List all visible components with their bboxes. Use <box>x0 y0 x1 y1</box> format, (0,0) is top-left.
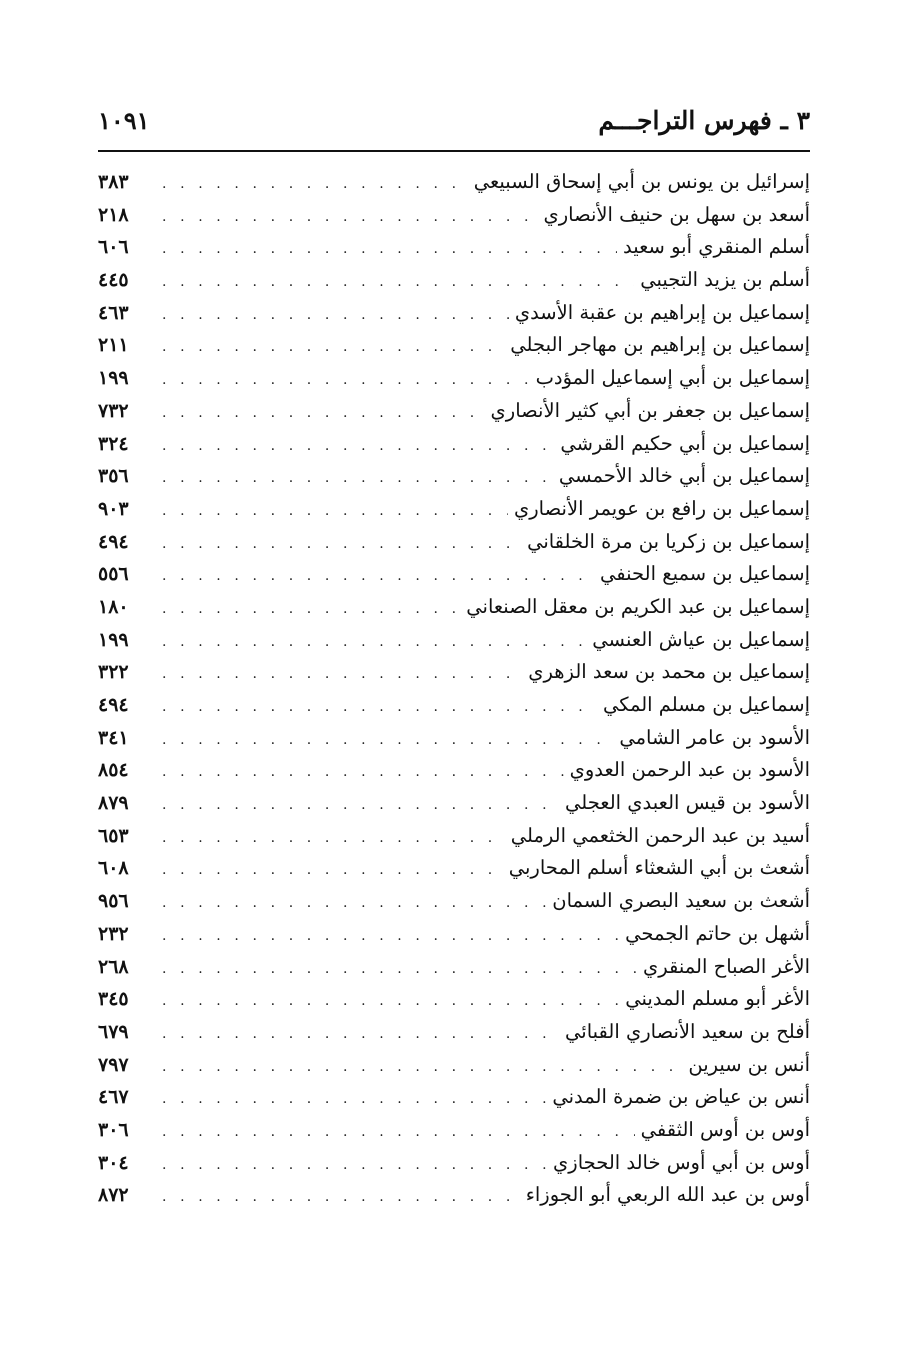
entry-name: الأسود بن عبد الرحمن العدوي <box>569 758 810 782</box>
entry-name: أسلم بن يزيد التجيبي <box>640 268 810 292</box>
dot-leader <box>142 626 586 659</box>
index-entry <box>98 526 810 559</box>
index-entry <box>98 1081 810 1114</box>
entry-name: إسماعيل بن محمد بن سعد الزهري <box>528 660 810 684</box>
entry-page-number: ٣٢٤ <box>98 432 129 455</box>
entry-name: أشعث بن أبي الشعثاء أسلم المحاربي <box>508 856 810 880</box>
entry-page-number: ٩٠٣ <box>98 497 129 520</box>
entry-page-number: ٣٤٥ <box>98 988 129 1011</box>
dot-leader <box>142 364 530 397</box>
dot-leader <box>142 854 503 887</box>
dot-leader <box>142 201 537 234</box>
entry-name: الأسود بن قيس العبدي العجلي <box>565 791 810 815</box>
dot-leader <box>142 1051 682 1084</box>
entry-page-number: ٣٢٢ <box>98 661 129 684</box>
entry-page-number: ٦٧٩ <box>98 1020 129 1043</box>
index-entry <box>98 199 810 232</box>
entry-name: الأسود بن عامر الشامي <box>619 725 810 749</box>
index-entry <box>98 983 810 1016</box>
index-entry <box>98 460 810 493</box>
entry-name: أسلم المنقري أبو سعيد <box>623 235 810 259</box>
entry-name: أنس بن سيرين <box>688 1052 810 1076</box>
index-entry <box>98 297 810 330</box>
dot-leader <box>142 691 597 724</box>
index-entry-list <box>98 166 810 1212</box>
index-entry <box>98 591 810 624</box>
index-entry <box>98 1016 810 1049</box>
entry-page-number: ٧٣٢ <box>98 399 129 422</box>
entry-name: أوس بن عبد الله الربعي أبو الجوزاء <box>525 1183 810 1207</box>
entry-name: أوس بن أوس الثقفي <box>640 1117 810 1141</box>
entry-page-number: ٧٩٧ <box>98 1053 129 1076</box>
dot-leader <box>142 658 522 691</box>
index-entry <box>98 754 810 787</box>
entry-name: أفلح بن سعيد الأنصاري القبائي <box>565 1019 810 1043</box>
index-entry <box>98 918 810 951</box>
index-entry <box>98 722 810 755</box>
dot-leader <box>142 299 509 332</box>
entry-page-number: ١٩٩ <box>98 367 129 390</box>
entry-page-number: ٥٥٦ <box>98 563 129 586</box>
entry-page-number: ٤٩٤ <box>98 694 129 716</box>
entry-page-number: ٣٥٦ <box>98 465 129 488</box>
entry-name: إسماعيل بن زكريا بن مرة الخلقاني <box>527 529 810 553</box>
entry-name: إسماعيل بن عياش العنسي <box>592 627 810 651</box>
index-entry <box>98 1179 810 1212</box>
entry-name: إسماعيل بن إبراهيم بن عقبة الأسدي <box>514 300 810 324</box>
dot-leader <box>142 233 617 266</box>
entry-page-number: ٢٣٢ <box>98 922 129 945</box>
index-entry <box>98 624 810 657</box>
dot-leader <box>142 887 546 920</box>
entry-name: إسماعيل بن أبي إسماعيل المؤدب <box>535 366 810 390</box>
index-entry <box>98 787 810 820</box>
index-entry <box>98 1114 810 1147</box>
entry-name: أسيد بن عبد الرحمن الخثعمي الرملي <box>510 823 810 847</box>
entry-page-number: ٢١١ <box>98 334 129 357</box>
index-entry <box>98 428 810 461</box>
entry-page-number: ٤٦٣ <box>98 301 129 324</box>
entry-page-number: ٤٩٤ <box>98 530 129 553</box>
entry-name: إسماعيل بن سميع الحنفي <box>600 562 810 586</box>
dot-leader <box>142 462 553 495</box>
dot-leader <box>142 953 637 986</box>
dot-leader <box>142 593 460 626</box>
entry-name: الأغر الصباح المنقري <box>643 954 810 978</box>
dot-leader <box>142 397 485 430</box>
entry-page-number: ٢١٨ <box>98 203 129 226</box>
index-entry <box>98 362 810 395</box>
dot-leader <box>142 168 468 201</box>
entry-name: أشهل بن حاتم الجمحي <box>625 921 810 945</box>
index-entry <box>98 820 810 853</box>
entry-page-number: ٨٧٢ <box>98 1184 129 1207</box>
index-entry <box>98 231 810 264</box>
running-header <box>98 106 810 146</box>
entry-page-number: ٤٤٥ <box>98 269 129 292</box>
index-entry <box>98 329 810 362</box>
entry-name: إسماعيل بن رافع بن عويمر الأنصاري <box>514 496 810 520</box>
dot-leader <box>142 266 634 299</box>
entry-page-number: ٨٥٤ <box>98 759 129 782</box>
entry-name: أسعد بن سهل بن حنيف الأنصاري <box>543 202 810 226</box>
entry-name: إسماعيل بن جعفر بن أبي كثير الأنصاري <box>490 398 810 422</box>
entry-page-number: ١٨٠ <box>98 595 129 618</box>
entry-name: أشعث بن سعيد البصري السمان <box>552 889 810 913</box>
dot-leader <box>142 1149 547 1182</box>
entry-name: إسماعيل بن أبي حكيم القرشي <box>560 431 810 455</box>
dot-leader <box>142 724 613 757</box>
entry-name: إسماعيل بن إبراهيم بن مهاجر البجلي <box>510 333 810 357</box>
dot-leader <box>142 789 559 822</box>
index-entry <box>98 1147 810 1180</box>
dot-leader <box>142 920 619 953</box>
index-entry <box>98 689 810 722</box>
index-entry <box>98 885 810 918</box>
index-entry <box>98 264 810 297</box>
dot-leader <box>142 822 505 855</box>
index-entry <box>98 656 810 689</box>
index-entry <box>98 951 810 984</box>
entry-name: إسرائيل بن يونس بن أبي إسحاق السبيعي <box>473 170 810 193</box>
page-number: ١٠٩١ <box>98 106 150 135</box>
dot-leader <box>142 430 554 463</box>
entry-page-number: ١٩٩ <box>98 628 129 651</box>
entry-page-number: ٢٦٨ <box>98 955 129 978</box>
dot-leader <box>142 1181 520 1214</box>
index-entry <box>98 1049 810 1082</box>
dot-leader <box>142 528 521 561</box>
dot-leader <box>142 985 619 1018</box>
index-entry <box>98 558 810 591</box>
entry-name: أوس بن أبي أوس خالد الحجازي <box>553 1150 810 1174</box>
dot-leader <box>142 1018 559 1051</box>
entry-page-number: ٨٧٩ <box>98 792 129 815</box>
entry-name: إسماعيل بن مسلم المكي <box>602 693 810 716</box>
index-entry <box>98 395 810 428</box>
entry-page-number: ٣٠٦ <box>98 1118 129 1141</box>
entry-page-number: ٩٥٦ <box>98 890 129 913</box>
dot-leader <box>142 1083 546 1116</box>
dot-leader <box>142 756 564 789</box>
dot-leader <box>142 1116 635 1149</box>
entry-name: الأغر أبو مسلم المديني <box>625 987 810 1011</box>
entry-name: إسماعيل بن أبي خالد الأحمسي <box>558 464 810 488</box>
header-divider <box>98 150 810 152</box>
dot-leader <box>142 495 508 528</box>
dot-leader <box>142 560 594 593</box>
entry-name: إسماعيل بن عبد الكريم بن معقل الصنعاني <box>466 594 810 618</box>
entry-page-number: ٦٥٣ <box>98 824 129 847</box>
page-title: ٣ ـ فهرس التراجـــم <box>598 106 810 135</box>
entry-page-number: ٣٨٣ <box>98 171 129 193</box>
entry-page-number: ٤٦٧ <box>98 1086 129 1109</box>
entry-page-number: ٦٠٨ <box>98 857 129 880</box>
entry-page-number: ٣٠٤ <box>98 1151 129 1174</box>
entry-page-number: ٣٤١ <box>98 726 129 749</box>
index-entry <box>98 493 810 526</box>
index-entry <box>98 166 810 199</box>
entry-page-number: ٦٠٦ <box>98 236 129 259</box>
entry-name: أنس بن عياض بن ضمرة المدني <box>552 1085 810 1109</box>
dot-leader <box>142 331 504 364</box>
index-entry <box>98 852 810 885</box>
